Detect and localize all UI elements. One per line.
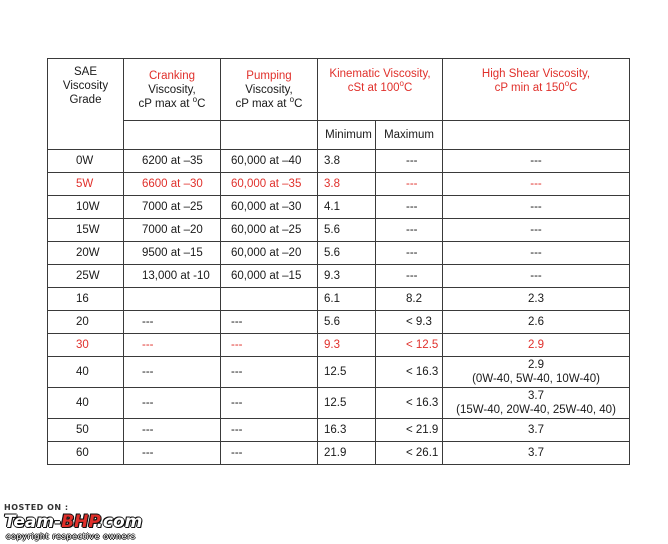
header-sae-line1: SAE [73, 66, 97, 78]
cell-high-shear: 2.6 [443, 311, 630, 334]
table-row [48, 388, 630, 419]
cell-pumping [221, 288, 318, 311]
high-shear-note: (0W-40, 5W-40, 10W-40) [472, 373, 600, 385]
subheader-row [48, 121, 630, 150]
high-shear-value: 2.9 [528, 359, 545, 371]
header-pumping-line1: Pumping [246, 69, 292, 82]
table-row [48, 265, 630, 288]
header-high-shear [443, 59, 630, 121]
high-shear-note: (15W-40, 20W-40, 25W-40, 40) [456, 404, 616, 416]
degree-symbol: o [564, 79, 570, 88]
header-kinematic [318, 59, 443, 121]
cell-pumping: --- [221, 334, 318, 357]
cell-min: 5.6 [318, 242, 376, 265]
cell-high-shear: --- [443, 219, 630, 242]
degree-symbol: o [192, 94, 198, 104]
watermark-brand-prefix: Team- [4, 512, 62, 532]
cell-max: < 16.3 [376, 357, 443, 388]
cell-min: 6.1 [318, 288, 376, 311]
cell-max: --- [376, 196, 443, 219]
cell-min: 3.8 [318, 150, 376, 173]
table-row [48, 311, 630, 334]
watermark-hosted-on: HOSTED ON : [4, 503, 69, 512]
cell-grade: 30 [48, 334, 124, 357]
cell-cranking: --- [124, 442, 221, 465]
header-pumping-unit: C [294, 97, 303, 110]
header-sae-line2: Viscosity [62, 80, 109, 92]
degree-symbol: o [289, 94, 295, 104]
cell-max: < 16.3 [376, 388, 443, 419]
header-sae-line3: Grade [69, 94, 102, 106]
cell-max: --- [376, 150, 443, 173]
cell-high-shear: --- [443, 196, 630, 219]
viscosity-table [47, 58, 630, 465]
header-cranking-unit: C [197, 97, 206, 110]
header-cranking-line2: Viscosity, [148, 83, 196, 96]
table-row [48, 242, 630, 265]
cell-cranking: 6600 at –30 [124, 173, 221, 196]
cell-cranking: 6200 at –35 [124, 150, 221, 173]
watermark-logo [4, 512, 142, 532]
cell-high-shear [443, 357, 630, 388]
cell-min: 12.5 [318, 357, 376, 388]
cell-high-shear: --- [443, 173, 630, 196]
table-row [48, 442, 630, 465]
cell-pumping: 60,000 at –25 [221, 219, 318, 242]
cell-min: 3.8 [318, 173, 376, 196]
cell-high-shear: 2.3 [443, 288, 630, 311]
table-row [48, 357, 630, 388]
cell-cranking: 9500 at –15 [124, 242, 221, 265]
header-pumping [221, 59, 318, 121]
header-high-shear-unit: C [569, 82, 578, 94]
cell-max: --- [376, 265, 443, 288]
cell-grade: 15W [48, 219, 124, 242]
subheader-pumping-empty [221, 121, 318, 150]
header-cranking [124, 59, 221, 121]
cell-cranking: --- [124, 311, 221, 334]
cell-high-shear: 2.9 [443, 334, 630, 357]
cell-pumping: 60,000 at –40 [221, 150, 318, 173]
cell-cranking: --- [124, 388, 221, 419]
header-kinematic-line1: Kinematic Viscosity, [329, 68, 431, 80]
table-row [48, 173, 630, 196]
header-pumping-line2: Viscosity, [245, 83, 293, 96]
header-cranking-line3: cP max at [138, 97, 193, 110]
cell-min: 9.3 [318, 334, 376, 357]
cell-cranking: 13,000 at -10 [124, 265, 221, 288]
cell-high-shear: --- [443, 150, 630, 173]
cell-high-shear: --- [443, 242, 630, 265]
cell-min: 9.3 [318, 265, 376, 288]
table-row [48, 219, 630, 242]
cell-pumping: 60,000 at –35 [221, 173, 318, 196]
cell-grade: 0W [48, 150, 124, 173]
header-row [48, 59, 630, 121]
watermark [4, 503, 204, 541]
cell-cranking: --- [124, 357, 221, 388]
cell-pumping: 60,000 at –15 [221, 265, 318, 288]
cell-min: 12.5 [318, 388, 376, 419]
cell-cranking: --- [124, 419, 221, 442]
cell-max: 8.2 [376, 288, 443, 311]
cell-max: < 26.1 [376, 442, 443, 465]
watermark-copyright: copyright respective owners [6, 532, 136, 541]
cell-cranking: 7000 at –20 [124, 219, 221, 242]
cell-high-shear: 3.7 [443, 419, 630, 442]
cell-grade: 20 [48, 311, 124, 334]
cell-cranking [124, 288, 221, 311]
table-row [48, 419, 630, 442]
cell-high-shear [443, 388, 630, 419]
cell-pumping: --- [221, 388, 318, 419]
cell-cranking: --- [124, 334, 221, 357]
cell-max: < 12.5 [376, 334, 443, 357]
header-high-shear-line1: High Shear Viscosity, [481, 68, 591, 80]
table-row [48, 150, 630, 173]
subheader-maximum: Maximum [376, 121, 443, 150]
cell-min: 21.9 [318, 442, 376, 465]
subheader-minimum: Minimum [318, 121, 376, 150]
cell-min: 4.1 [318, 196, 376, 219]
cell-pumping: --- [221, 442, 318, 465]
degree-symbol: o [399, 79, 404, 88]
header-cranking-line1: Cranking [148, 69, 196, 82]
cell-max: --- [376, 173, 443, 196]
table-row [48, 196, 630, 219]
cell-pumping: --- [221, 419, 318, 442]
cell-grade: 50 [48, 419, 124, 442]
cell-grade: 40 [48, 357, 124, 388]
subheader-cranking-empty [124, 121, 221, 150]
watermark-brand-accent: BHP [61, 512, 97, 532]
header-pumping-line3: cP max at [235, 97, 290, 110]
cell-grade: 5W [48, 173, 124, 196]
cell-cranking: 7000 at –25 [124, 196, 221, 219]
cell-max: < 21.9 [376, 419, 443, 442]
cell-max: --- [376, 242, 443, 265]
cell-grade: 16 [48, 288, 124, 311]
cell-min: 16.3 [318, 419, 376, 442]
cell-pumping: 60,000 at –30 [221, 196, 318, 219]
cell-min: 5.6 [318, 219, 376, 242]
header-high-shear-line2: cP min at 150 [494, 82, 565, 94]
cell-grade: 60 [48, 442, 124, 465]
cell-min: 5.6 [318, 311, 376, 334]
high-shear-value: 3.7 [528, 390, 545, 402]
cell-max: < 9.3 [376, 311, 443, 334]
table-row [48, 288, 630, 311]
cell-grade: 25W [48, 265, 124, 288]
cell-grade: 10W [48, 196, 124, 219]
header-kinematic-unit: C [403, 82, 413, 94]
header-kinematic-line2: cSt at 100 [347, 82, 400, 94]
cell-grade: 40 [48, 388, 124, 419]
cell-pumping: 60,000 at –20 [221, 242, 318, 265]
cell-grade: 20W [48, 242, 124, 265]
cell-high-shear: 3.7 [443, 442, 630, 465]
header-sae-grade [48, 59, 124, 150]
cell-high-shear: --- [443, 265, 630, 288]
cell-pumping: --- [221, 311, 318, 334]
table-row [48, 334, 630, 357]
subheader-high-shear-empty [443, 121, 630, 150]
cell-pumping: --- [221, 357, 318, 388]
watermark-brand-suffix: .com [96, 512, 143, 532]
cell-max: --- [376, 219, 443, 242]
